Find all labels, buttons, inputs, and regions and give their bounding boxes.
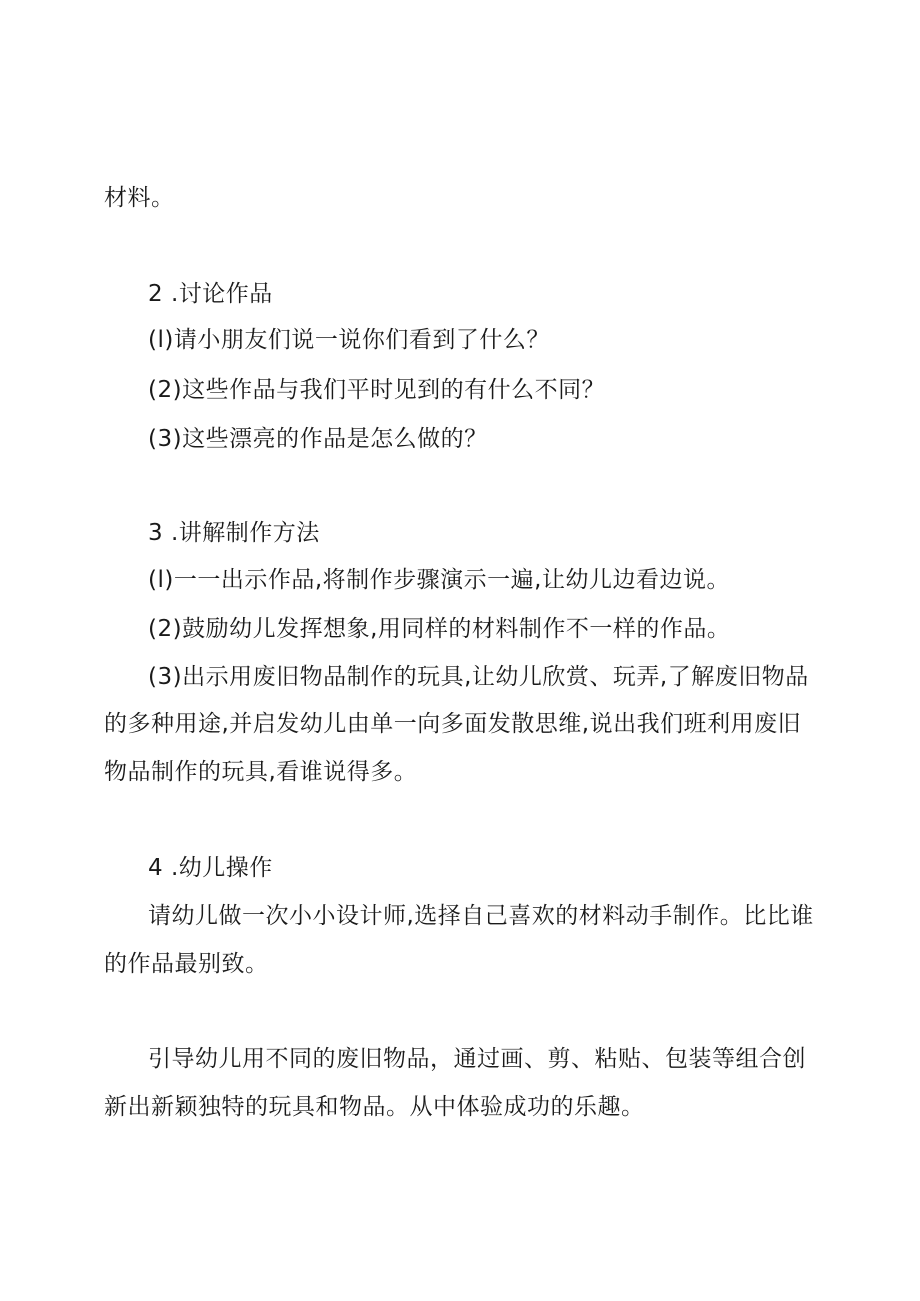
section-3-item-3-line-3: 物品制作的玩具,看谁说得多。 — [104, 759, 418, 785]
section-2-item-1: (l)请小朋友们说一说你们看到了什么？ — [148, 327, 550, 353]
section-2-heading: 2 .讨论作品 — [148, 281, 273, 307]
closing-paragraph-line-2: 新出新颖独特的玩具和物品。从中体验成功的乐趣。 — [104, 1094, 645, 1120]
section-3-item-1: (l)一一出示作品,将制作步骤演示一遍,让幼儿边看边说。 — [148, 567, 730, 593]
section-3-item-3-line-2: 的多种用途,并启发幼儿由单一向多面发散思维,说出我们班利用废旧 — [104, 711, 802, 737]
section-2-item-3: (3)这些漂亮的作品是怎么做的？ — [148, 426, 488, 452]
section-4-heading: 4 .幼儿操作 — [148, 855, 273, 881]
section-3-item-3-line-1: (3)出示用废旧物品制作的玩具,让幼儿欣赏、玩弄,了解废旧物品 — [148, 664, 809, 690]
section-2-item-2: (2)这些作品与我们平时见到的有什么不同？ — [148, 377, 606, 403]
section-4-paragraph-line-1: 请幼儿做一次小小设计师,选择自己喜欢的材料动手制作。比比谁 — [148, 903, 814, 929]
section-4-paragraph-line-2: 的作品最别致。 — [104, 951, 269, 977]
closing-paragraph-line-1: 引导幼儿用不同的废旧物品，通过画、剪、粘贴、包装等组合创 — [148, 1046, 806, 1072]
section-3-item-2: (2)鼓励幼儿发挥想象,用同样的材料制作不一样的作品。 — [148, 616, 731, 642]
section-3-heading: 3 .讲解制作方法 — [148, 520, 320, 546]
intro-tail-text: 材料。 — [104, 185, 175, 211]
